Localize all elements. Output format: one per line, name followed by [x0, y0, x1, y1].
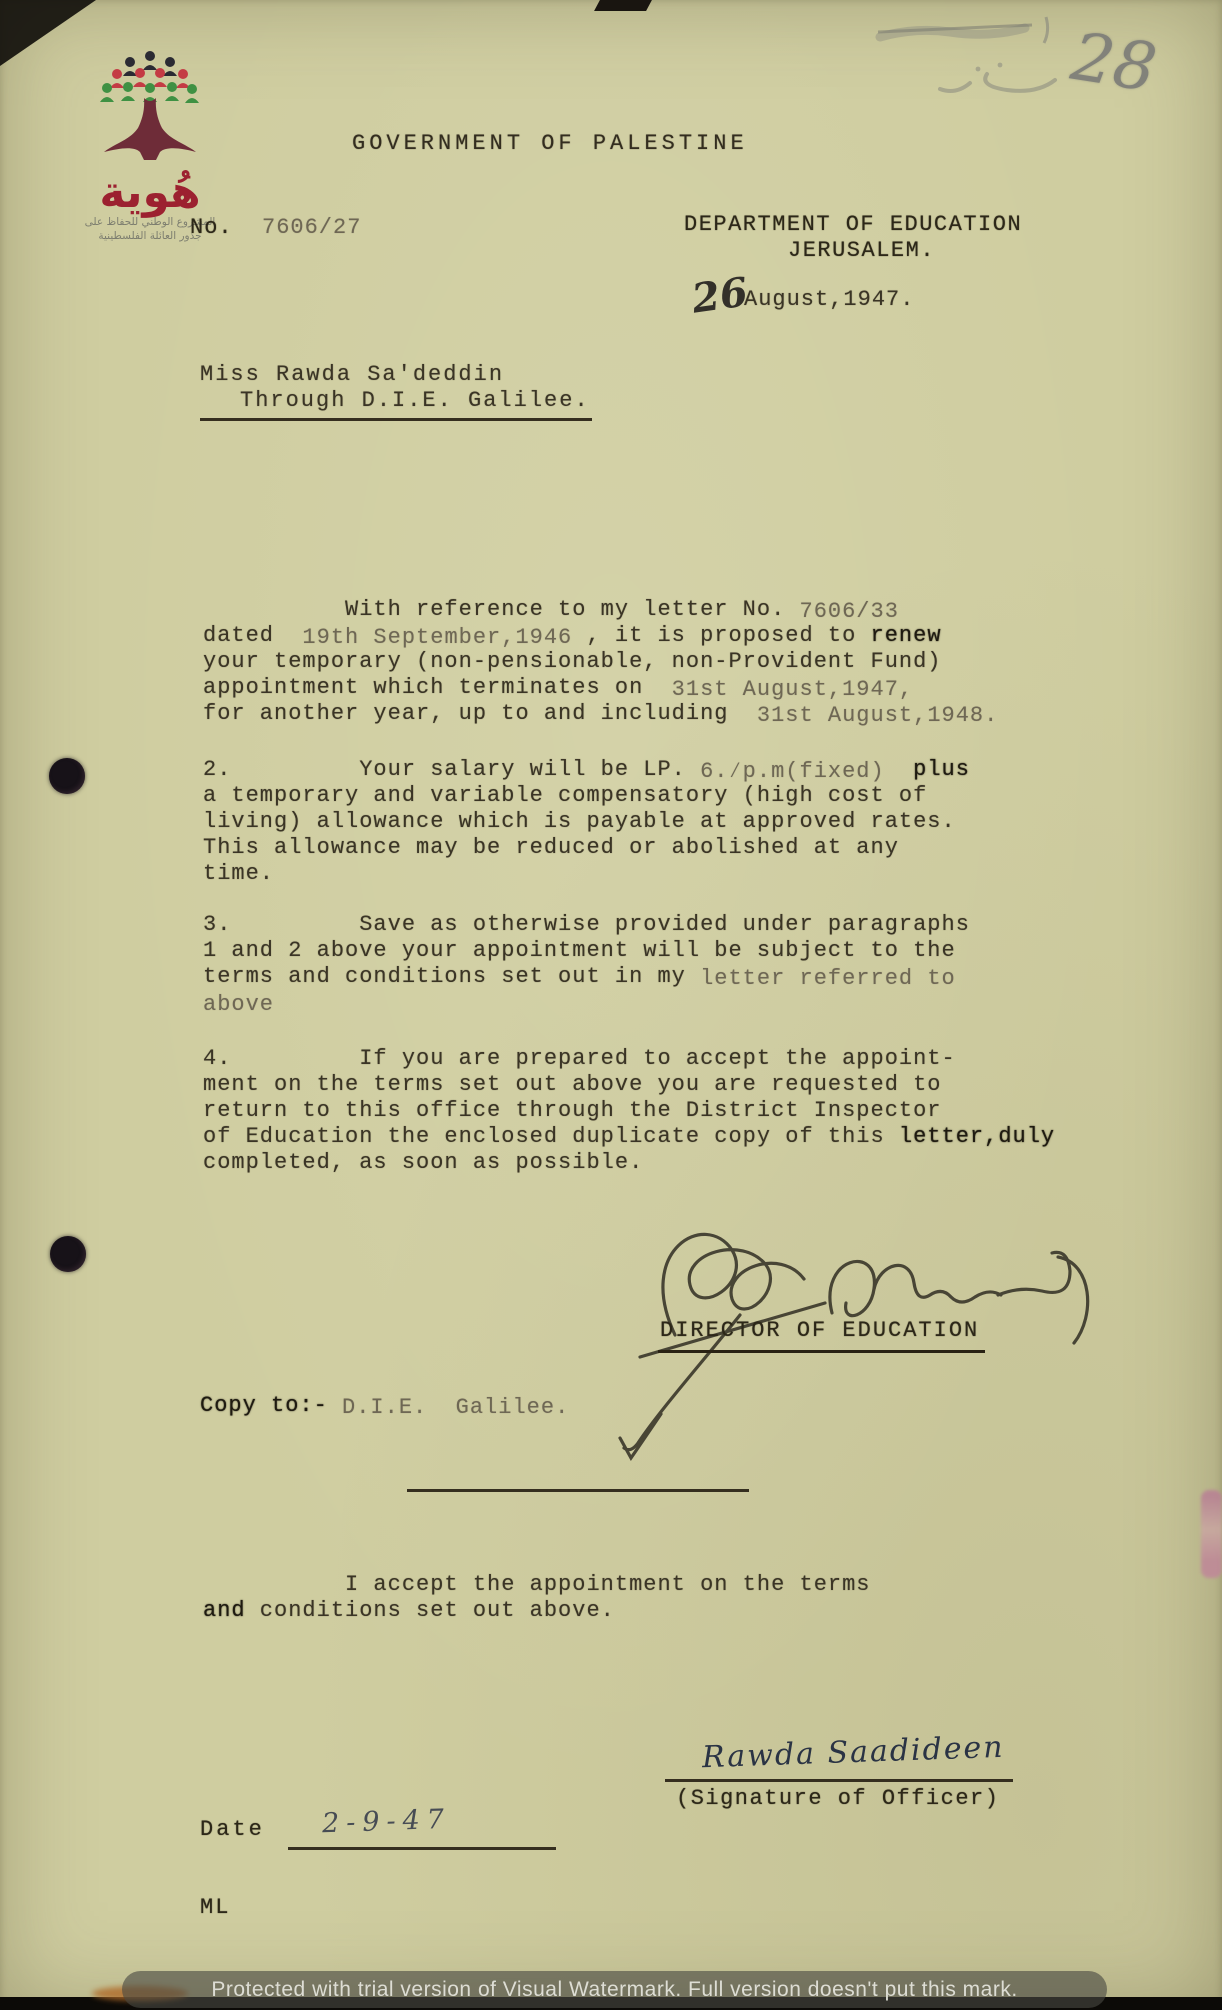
officer-signature-handwritten: Rawda Saadideen	[701, 1729, 1006, 1776]
officer-signature-label: (Signature of Officer)	[676, 1786, 1000, 1811]
text-line: 2. Your salary will be LP. 6.∕p.m(fixed) plus	[203, 757, 970, 784]
ref-label: No.	[190, 215, 233, 240]
paragraph-3	[203, 912, 970, 1016]
hole-punch-bottom	[50, 1236, 86, 1272]
separator-line	[407, 1489, 749, 1492]
officer-signature-line	[665, 1779, 1013, 1782]
text-line: ment on the terms set out above you are requested to	[203, 1072, 942, 1097]
watermark-text: Protected with trial version of Visual Watermark. Full version doesn't put this mark.	[211, 1977, 1018, 2001]
logo-tagline-1: المشروع الوطني للحفاظ على	[84, 216, 216, 228]
department-title: DEPARTMENT OF EDUCATION	[684, 212, 1023, 237]
text-line: completed, as soon as possible.	[203, 1150, 644, 1175]
text-line: and conditions set out above.	[203, 1598, 615, 1623]
logo-tree-trunk	[104, 98, 196, 160]
letter-date-typed: August,1947.	[744, 287, 915, 312]
government-title: GOVERNMENT OF PALESTINE	[352, 131, 748, 156]
text-line: This allowance may be reduced or abolished at any	[203, 835, 899, 860]
tree-logo-icon	[90, 48, 210, 166]
text-line: dated 19th September,1946 , it is proposed to renew	[203, 623, 942, 650]
text-line: With reference to my letter No. 7606/33	[203, 597, 899, 624]
director-title: DIRECTOR OF EDUCATION	[658, 1318, 985, 1353]
text-line: for another year, up to and including 31st August,1948.	[203, 701, 999, 728]
text-line: 4. If you are prepared to accept the appoint-	[203, 1046, 956, 1071]
text-line: terms and conditions set out in my letter referred to	[203, 964, 956, 991]
text-line: return to this office through the District Inspector	[203, 1098, 942, 1123]
department-city: JERUSALEM.	[788, 238, 936, 263]
typist-initials: ML	[200, 1895, 231, 1920]
hole-punch-top	[49, 758, 85, 794]
acceptance-statement	[203, 1572, 871, 1624]
watermark-bar	[122, 1971, 1107, 2008]
text-line: I accept the appointment on the terms	[203, 1572, 871, 1597]
text-line: 3. Save as otherwise provided under paragraphs	[203, 912, 970, 937]
paragraph-2	[203, 757, 970, 887]
text-line: above	[203, 992, 275, 1017]
right-edge-pink-mark	[1201, 1490, 1222, 1578]
logo-tagline-2: جذور العائلة الفلسطينية	[98, 230, 202, 243]
date-underline	[288, 1847, 556, 1850]
text-line: living) allowance which is payable at approved rates.	[203, 809, 956, 834]
letter-date-day-handwritten: 26	[689, 268, 751, 323]
page-number-pencil: 28	[1066, 17, 1162, 108]
pencil-scribble-arabic	[850, 5, 1090, 105]
text-line: 1 and 2 above your appointment will be subject to the	[203, 938, 956, 963]
logo-wordmark: هُوية	[99, 167, 201, 218]
addressee-name: Miss Rawda Sa'deddin	[200, 362, 505, 387]
ref-number: 7606/27	[262, 215, 362, 240]
paragraph-4	[203, 1046, 1055, 1176]
text-line: a temporary and variable compensatory (high cost of	[203, 783, 928, 808]
date-value-handwritten: 2-9-47	[321, 1803, 452, 1840]
copy-to-line	[200, 1393, 569, 1419]
text-line: your temporary (non-pensionable, non-Provident Fund)	[203, 649, 942, 674]
text-line: of Education the enclosed duplicate copy of this letter,duly	[203, 1124, 1056, 1149]
text-line: appointment which terminates on 31st August,1947,	[203, 675, 914, 702]
text-line: Copy to:- D.I.E. Galilee.	[200, 1393, 570, 1420]
scan-edge-mark	[594, 0, 652, 11]
text-line: time.	[203, 861, 275, 886]
addressee-through: Through D.I.E. Galilee.	[200, 388, 592, 421]
logo-people-canopy	[100, 51, 199, 103]
date-label: Date	[200, 1817, 265, 1842]
paragraph-1	[203, 597, 998, 727]
